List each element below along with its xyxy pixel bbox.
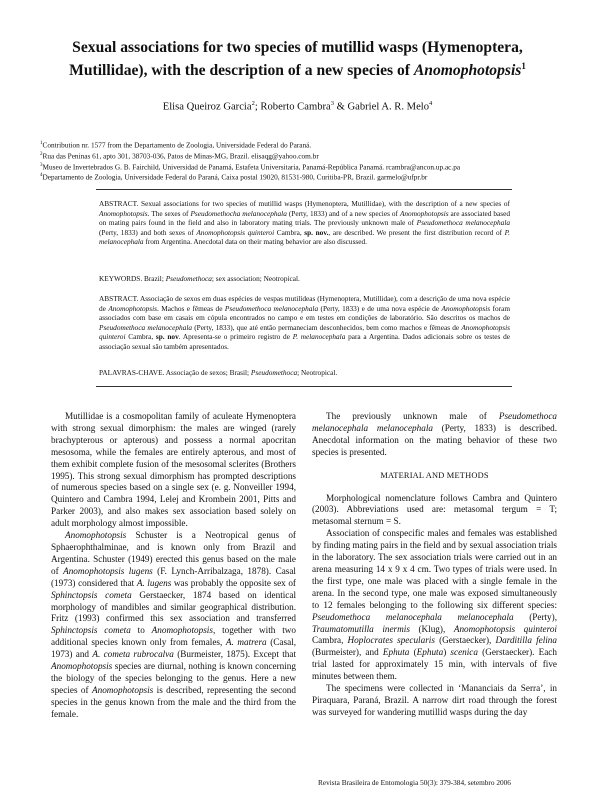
affiliation-3-mark: 3 — [40, 162, 43, 168]
keywords-portuguese — [99, 368, 510, 378]
affiliation-2 — [40, 150, 560, 161]
affiliations — [40, 139, 560, 182]
journal-footer: Revista Brasileira de Entomologia 50(3): 379-384, setembro 2006 — [318, 778, 511, 787]
abstract-pt-text: ABSTRACT. Associação de sexos em duas espécies de vespas mutilídeas (Hymenoptera, Mutillidae), com a descrição de uma nova espécie de Anomophotopsis. Machos e fêmeas de Pseudomethoca melanocephala (Perty, 1833) e de uma nova espécie de Anomophotopsis foram associados com base em casais em cópula encontrados no campo e em testes em condições de laboratório. São descritos os machos de Pseudomethoca melanocephala (Perty, 1833), que até então permaneciam desconhecidos, bem como machos e fêmeas de Anomophotopsis quinteroi Cambra, sp. nov. Apresenta-se o primeiro registro de P. melanocephala para a Argentina. Dados adicionais sobre os testes de associação sexual são também apresentados. — [99, 294, 510, 351]
title-footnote-mark: 1 — [521, 61, 526, 71]
intro-paragraph-3: The previously unknown male of Pseudomethoca melanocephala melanocephala (Perty, 1833) is described. Anecdotal information on the mating behavior of these two species is presented. — [312, 411, 557, 457]
left-column — [51, 411, 296, 721]
author-2: ; Roberto Cambra — [254, 101, 331, 113]
abstract-portuguese — [99, 294, 510, 351]
author-2-mark: 3 — [330, 100, 334, 107]
abstract-en-text: ABSTRACT. Sexual associations for two species of mutillid wasps (Hymenoptera, Mutillidae), with the description of a new species of Anomophotopsis. The sexes of Pseudomethocha melanocephala (Perty, 1833) and of a new species of Anomophotopsis are associated based on mating pairs found in the field and also in laboratory mating trials. The previously unknown male of Pseudomethoca melanocephala (Perty, 1833) and both sexes of Anomophotopsis quinteroi Cambra, sp. nov., are described. We present the first distribution record of P. melanocephala from Argentina. Anecdotal data on their mating behavior are also discussed. — [99, 199, 511, 246]
abstract-top-rule — [96, 189, 512, 190]
intro-paragraph-1: Mutillidae is a cosmopolitan family of aculeate Hymenoptera with strong sexual dimorphism: the males are winged (rarely brachypterous or apterous) and possess a normal apocritan mesosoma, while the females are entirely apterous, and most of them exhibit complete fusion of the mesosomal sclerites (Brothers 1995). This strong sexual dimorphism has prompted descriptions of numerous species based on a single sex (e. g. Nonveiller 1994, Quintero and Cambra 1994, Lelej and Krombein 2001, Pitts and Parker 2003), and also makes sex association based solely on adult morphology almost impossible. — [51, 411, 296, 529]
title-line-2 — [60, 57, 535, 80]
title-genus: Anomophotopsis — [413, 62, 522, 80]
keywords-english — [99, 274, 510, 284]
author-3-mark: 4 — [429, 100, 433, 107]
methods-paragraph-1: Morphological nomenclature follows Cambra and Quintero (2003). Abbreviations used are: metasomal tergum = T; metasomal sternum = S. — [312, 492, 557, 527]
author-3: & Gabriel A. R. Melo — [333, 101, 430, 113]
abstract-bottom-rule — [96, 386, 512, 387]
affiliation-2-mark: 2 — [40, 151, 43, 157]
keywords-en-text: KEYWORDS. Brazil; Pseudomethoca; sex association; Neotropical. — [99, 274, 300, 283]
author-1-mark: 2 — [251, 100, 255, 107]
right-column — [312, 411, 557, 719]
methods-paragraph-3: The specimens were collected in ‘Mananciais da Serra’, in Piraquara, Paraná, Brazil. A narrow dirt road through the forest was surveyed for wandering mutillid wasps during the day — [312, 683, 557, 717]
author-1: Elisa Queiroz Garcia — [162, 101, 252, 113]
affiliation-2-text: Rua das Peninas 61, apto 301, 38703-036, Patos de Minas-MG, Brazil. elisaqg@yahoo.com.br — [42, 151, 319, 161]
methods-paragraph-2: Association of conspecific males and females was established by finding mating pairs in the field and by sexual association trials in the laboratory. The sex association trials were carried out in an arena measuring 14 x 9 x 4 cm. Two types of trials were used. In the first type, one male was placed with a single female in the arena. In the second type, one male was exposed simultaneously to 12 females belonging to the following six different species: Pseudomethoca melanocephala melanocephala (Perty), Traumatomutilla inermis (Klug), Anomophotopsis quinteroi Cambra, Hoplocrates specularis (Gerstaecker), Darditilla felina (Burmeister), and Ephuta (Ephuta) scenica (Gerstaecker). Each trial lasted for approximately 15 min, with intervals of five minutes between them. — [312, 528, 558, 682]
affiliation-1-mark: 1 — [40, 141, 43, 146]
affiliation-3-text: Museo de Invertebrados G. B. Fairchild, Universidad de Panamá, Estafeta Universitaria, Panamá-República Panamá. rcambra@ancon.up.ac.pa — [42, 162, 461, 172]
paper-title — [60, 38, 535, 80]
affiliation-4 — [40, 171, 560, 182]
abstract-english — [99, 199, 510, 247]
title-line-1: Sexual associations for two species of mutillid wasps (Hymenoptera, — [72, 39, 523, 56]
title-line-2-text: Mutillidae), with the description of a new species of — [69, 62, 414, 80]
affiliation-1-text: Contribution nr. 1577 from the Departamento de Zoologia, Universidade Federal do Paraná. — [42, 140, 312, 150]
intro-paragraph-2: Anomophotopsis Schuster is a Neotropical genus of Sphaerophthalminae, and is known only from Brazil and Argentina. Schuster (1949) erected this genus based on the male of Anomophotopsis lugens (F. Lynch-Arribalzaga, 1878). Casal (1973) considered that A. lugens was probably the opposite sex of Sphinctopsis cometa Gerstaecker, 1874 based on identical morphology of mandibles and similar geographical distribution. Fritz (1993) confirmed this sex association and transferred Sphinctopsis cometa to Anomophotopsis, together with two additional species known only from females, A. matrera (Casal, 1973) and A. cometa rubrocalva (Burmeister, 1875). Except that Anomophotopsis species are diurnal, nothing is known concerning the biology of the species belonging to the genus. Here a new species of Anomophotopsis is described, representing the second species in the genus known from the male and the third from the female. — [51, 530, 297, 719]
affiliation-1 — [40, 139, 560, 150]
affiliation-4-mark: 4 — [40, 173, 43, 179]
affiliation-4-text: Departamento de Zoologia, Universidade Federal do Paraná, Caixa postal 19020, 81531-980, Curitiba-PR, Brazil. garmelo@ufpr.br — [42, 172, 428, 182]
author-list — [60, 100, 535, 113]
section-heading-methods: MATERIAL AND METHODS — [380, 470, 489, 480]
keywords-pt-text: PALAVRAS-CHAVE. Associação de sexos; Brasil; Pseudomethoca; Neotropical. — [99, 368, 338, 377]
affiliation-3 — [40, 161, 560, 172]
